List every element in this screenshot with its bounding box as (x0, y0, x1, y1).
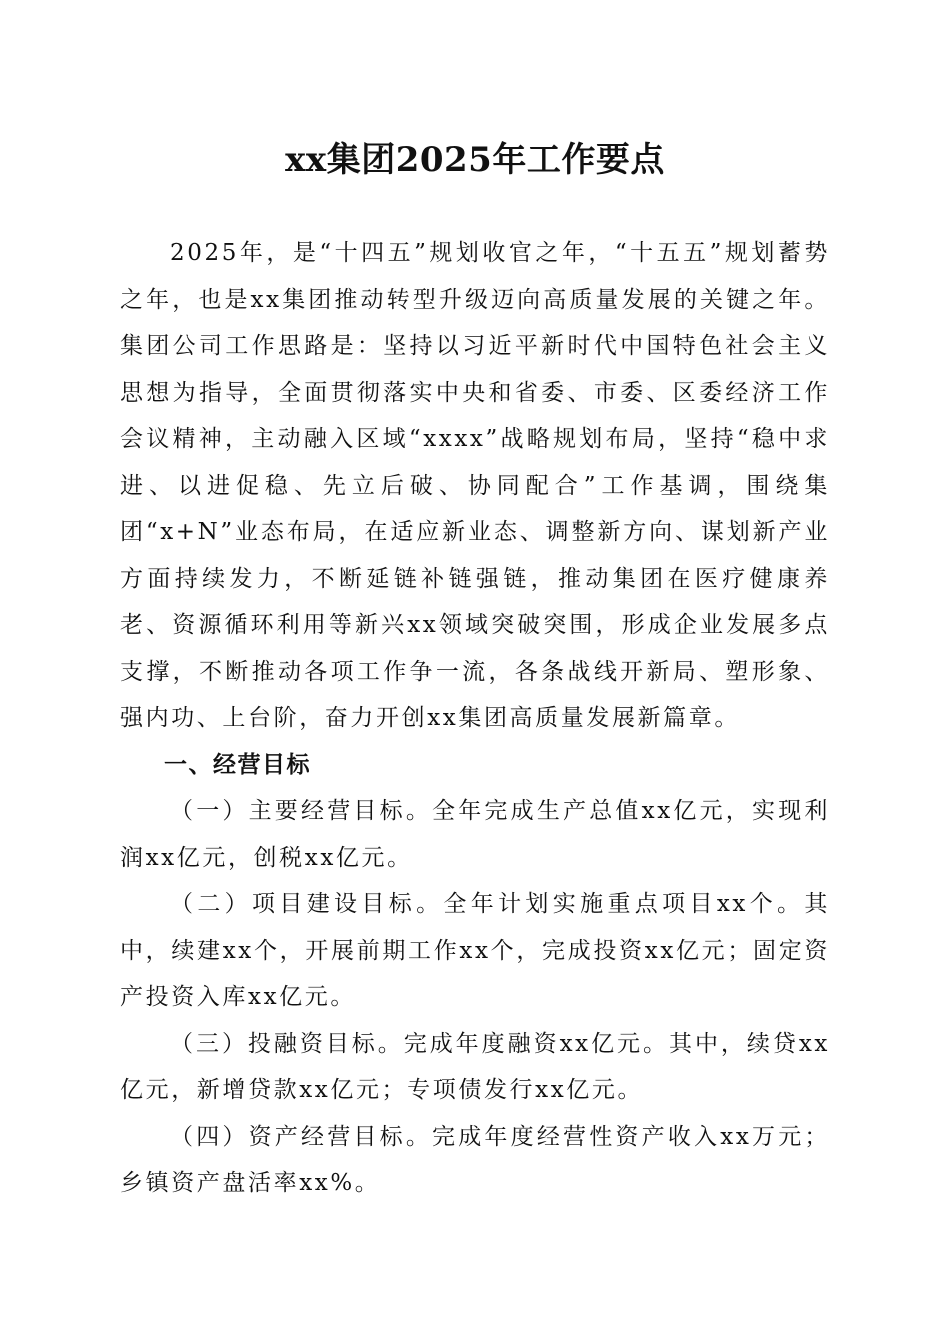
section-heading-business-goals: 一、经营目标 (164, 751, 311, 778)
goal-item-asset-operation: （四）资产经营目标。完成年度经营性资产收入xx万元；乡镇资产盘活率xx%。 (120, 1123, 830, 1196)
goal-item-investment-financing: （三）投融资目标。完成年度融资xx亿元。其中，续贷xx亿元，新增贷款xx亿元；专项债发行xx亿元。 (120, 1030, 830, 1103)
document-title: xx集团2025年工作要点 (285, 140, 665, 180)
intro-paragraph: 2025年，是“十四五”规划收官之年，“十五五”规划蓄势之年，也是xx集团推动转型升级迈向高质量发展的关键之年。集团公司工作思路是：坚持以习近平新时代中国特色社会主义思想为指导，全面贯彻落实中央和省委、市委、区委经济工作会议精神，主动融入区域“xxxx”战略规划布局，坚持“稳中求进、以进促稳、先立后破、协同配合”工作基调，围绕集团“x+N”业态布局，在适应新业态、调整新方向、谋划新产业方面持续发力，不断延链补链强链，推动集团在医疗健康养老、资源循环利用等新兴xx领域突破突围，形成企业发展多点支撑，不断推动各项工作争一流，各条战线开新局、塑形象、强内功、上台阶，奋力开创xx集团高质量发展新篇章。 (120, 240, 830, 731)
goal-item-main-business: （一）主要经营目标。全年完成生产总值xx亿元，实现利润xx亿元，创税xx亿元。 (120, 798, 830, 871)
document-body (120, 230, 830, 1207)
goal-item-project-construction: （二）项目建设目标。全年计划实施重点项目xx个。其中，续建xx个，开展前期工作xx个，完成投资xx亿元；固定资产投资入库xx亿元。 (120, 891, 830, 1010)
